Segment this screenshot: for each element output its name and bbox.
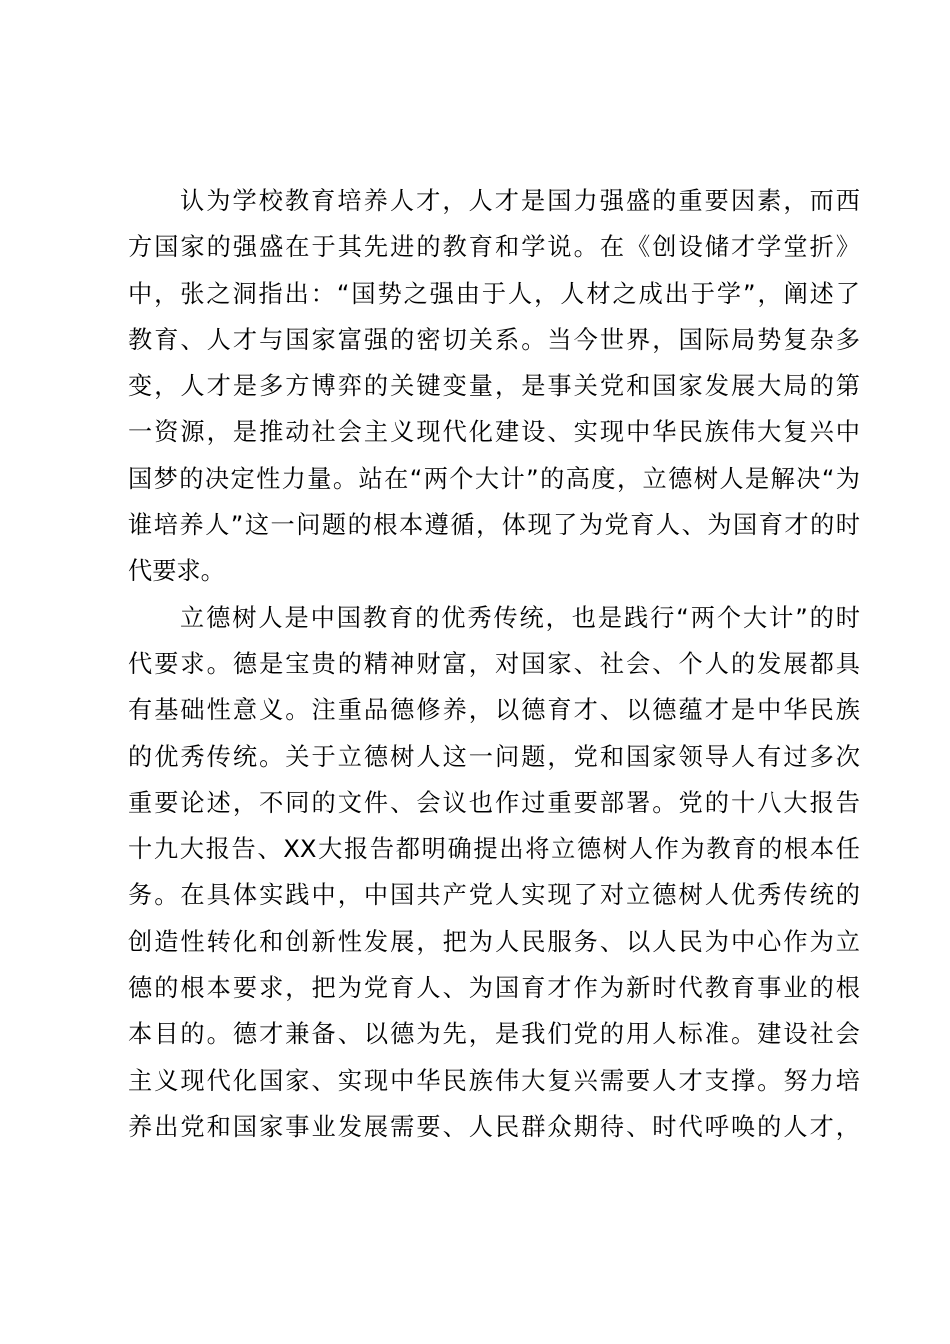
text-line: 德的根本要求，把为党育人、为国育才作为新时代教育事业的根 bbox=[128, 974, 860, 1003]
text-line: 十九大报告、XX大报告都明确提出将立德树人作为教育的根本任 bbox=[128, 835, 860, 864]
text-line: 代要求。 bbox=[128, 557, 225, 586]
text-line: 代要求。德是宝贵的精神财富，对国家、社会、个人的发展都具 bbox=[128, 649, 860, 678]
text-line: 的优秀传统。关于立德树人这一问题，党和国家领导人有过多次 bbox=[128, 742, 860, 771]
text-line: 中，张之洞指出：“国势之强由于人，人材之成出于学”，阐述了 bbox=[128, 279, 860, 308]
text-line: 谁培养人”这一问题的根本遵循，体现了为党育人、为国育才的时 bbox=[128, 511, 860, 540]
paragraph-1 bbox=[128, 178, 860, 595]
text-line: 重要论述，不同的文件、会议也作过重要部署。党的十八大报告 bbox=[128, 788, 860, 817]
text-line: 国梦的决定性力量。站在“两个大计”的高度，立德树人是解决“为 bbox=[128, 464, 860, 493]
text-line: 有基础性意义。注重品德修养，以德育才、以德蕴才是中华民族 bbox=[128, 696, 860, 725]
text-line: 变，人才是多方博弈的关键变量，是事关党和国家发展大局的第 bbox=[128, 372, 860, 401]
text-line: 教育、人才与国家富强的密切关系。当今世界，国际局势复杂多 bbox=[128, 325, 860, 354]
text-line: 认为学校教育培养人才，人才是国力强盛的重要因素，而西 bbox=[180, 187, 860, 215]
text-line: 务。在具体实践中，中国共产党人实现了对立德树人优秀传统的 bbox=[128, 881, 860, 910]
text-line: 立德树人是中国教育的优秀传统，也是践行“两个大计”的时 bbox=[180, 603, 860, 632]
paragraph-2 bbox=[128, 595, 860, 1151]
text-line: 本目的。德才兼备、以德为先，是我们党的用人标准。建设社会 bbox=[128, 1020, 860, 1049]
text-line: 主义现代化国家、实现中华民族伟大复兴需要人才支撑。努力培 bbox=[128, 1066, 860, 1095]
text-line: 一资源，是推动社会主义现代化建设、实现中华民族伟大复兴中 bbox=[128, 418, 860, 447]
text-line: 方国家的强盛在于其先进的教育和学说。在《创设储才学堂折》 bbox=[128, 233, 860, 262]
text-line: 养出党和国家事业发展需要、人民群众期待、时代呼唤的人才， bbox=[128, 1112, 860, 1141]
text-line: 创造性转化和创新性发展，把为人民服务、以人民为中心作为立 bbox=[128, 927, 860, 956]
document-body bbox=[128, 178, 860, 1150]
